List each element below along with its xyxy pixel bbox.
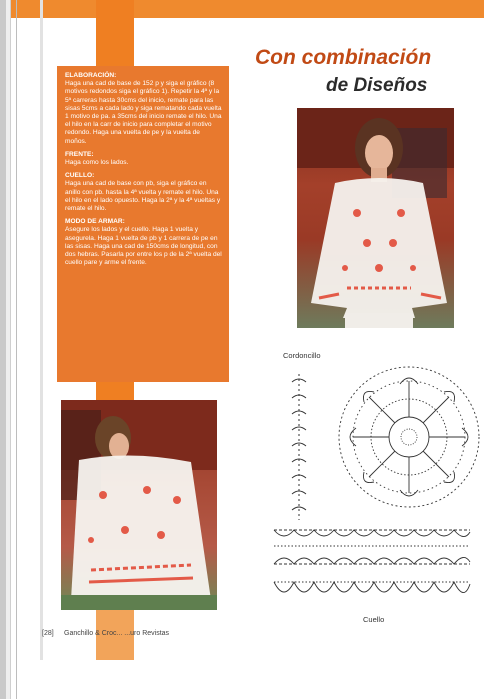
heading-elaboracion: ELABORACIÓN: <box>65 72 117 79</box>
page-fold-line <box>16 0 17 699</box>
instructions-box <box>57 66 229 382</box>
cordoncillo-diagram <box>288 372 310 527</box>
heading-cuello: CUELLO: <box>65 172 95 180</box>
magazine-footer: Ganchillo & Croc... ...uro Revistas <box>64 630 170 637</box>
title-de-disenos: de Diseños <box>326 75 428 96</box>
top-color-band <box>0 0 484 18</box>
title-con-combinacion: Con combinación <box>255 46 432 69</box>
page-number: [28] <box>42 630 54 637</box>
text-elaboracion: Haga una cad de base de 152 p y siga el gráfico (8 motivos redondos siga el gráfico 1). Repetir la 4ª y la 5ª carreras hasta 30cms del inicio, remate para las sisas 5cms a cada lado y siga rematando cada vuelta 1 motivo de pa. a 35cms del inicio remate el hilo. Una el hilo en la carr de inicio para completar el motivo redondo. Haga una vuelta de pe y la vuelta de moños. <box>65 80 222 145</box>
text-cuello: Haga una cad de base con pb, siga el gráfico en anillo con pb. hasta la 4ª vuelta y remate el hilo. Una el hilo en el lado opuesto. Haga la 2ª y la 4ª vueltas y remate el hilo. <box>65 180 221 213</box>
model-back-photo <box>61 400 217 610</box>
model-front-illustration <box>297 108 454 328</box>
cuello-diagram <box>272 522 472 613</box>
page-edge-inner <box>6 0 11 699</box>
text-modo-de-armar: Asegure los lados y el cuello. Haga 1 vuelta y asegurela. Haga 1 vuelta de pb y 1 carrera de pe en las sisas. Haga una cad de 150cms de longitud, con dos hebras. Pasarla por entre los p de la 2ª vuelta del cuello pare y arme el frente. <box>65 226 222 267</box>
cuello-chart <box>272 522 472 608</box>
round-motif-chart <box>334 362 484 512</box>
title-blusa: Blusa <box>270 14 341 44</box>
caption-cuello: Cuello <box>363 615 385 624</box>
heading-frente: FRENTE: <box>65 150 94 158</box>
text-frente: Haga como los lados. <box>65 159 129 167</box>
model-back-illustration <box>61 400 217 610</box>
cordoncillo-chart <box>288 372 310 522</box>
heading-modo-de-armar: MODO DE ARMAR: <box>65 218 125 226</box>
round-motif-diagram <box>334 362 484 517</box>
caption-cordoncillo: Cordoncillo <box>283 351 321 360</box>
side-rule <box>40 0 43 660</box>
model-front-photo <box>297 108 454 328</box>
